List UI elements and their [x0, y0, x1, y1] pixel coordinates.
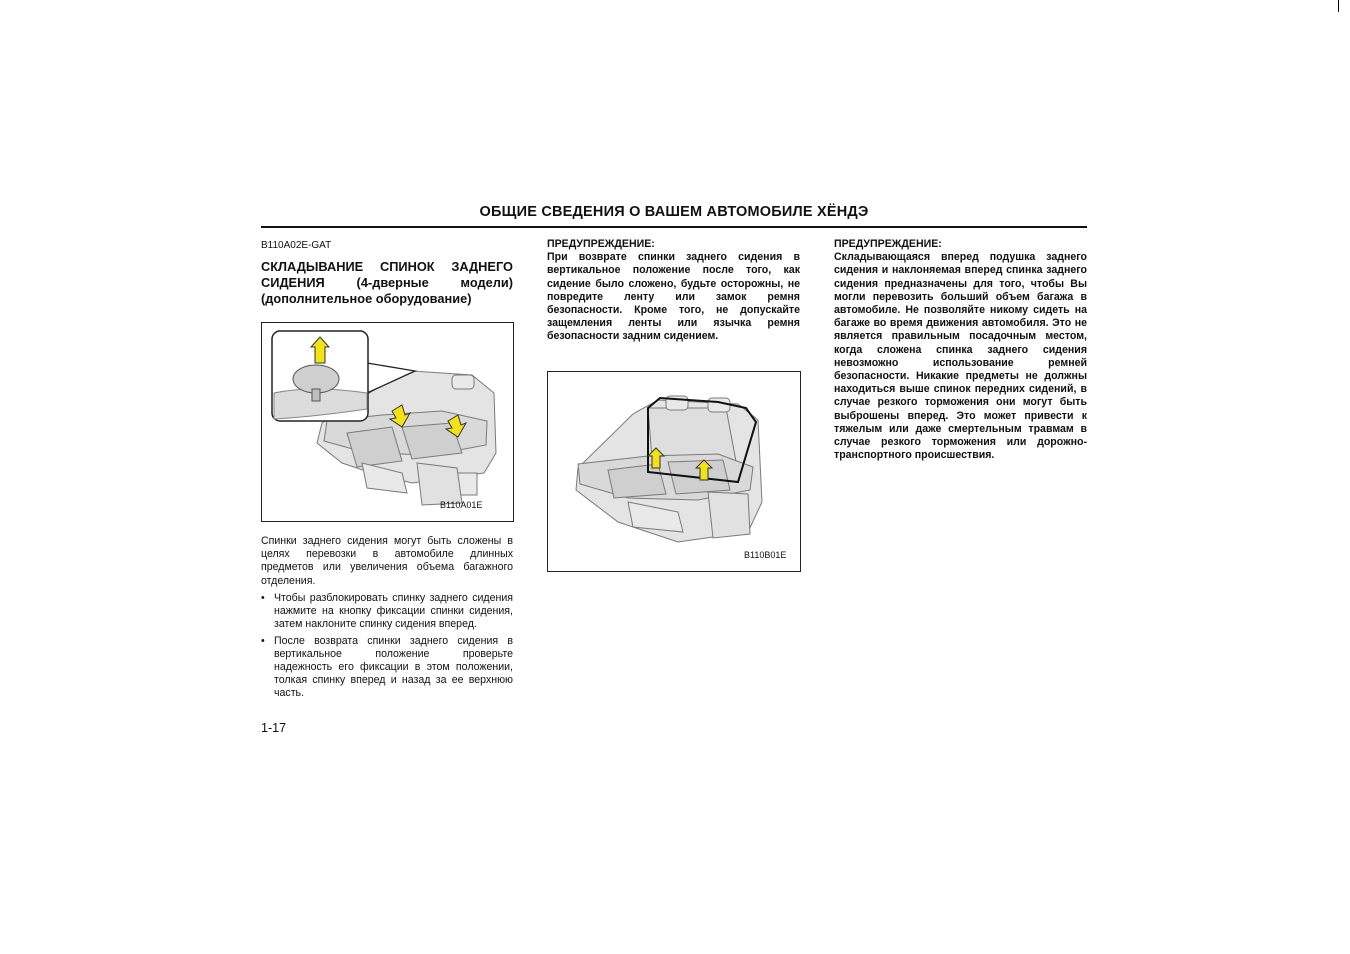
- section-title: СКЛАДЫВАНИЕ СПИНОК ЗАДНЕГО СИДЕНИЯ (4-дверные модели) (дополнительное оборудование): [261, 259, 513, 306]
- warning-text: Складывающаяся вперед подушка заднего сидения и наклоняемая вперед спинка заднего сидения предназначены для того, чтобы Вы могли перевозить больший объем багажа в автомобиле. Не позволяйте никому сидеть на багаже во время движения автомобиля. Это не является правильным посадочным местом, когда сложена спинка заднего сидения невозможно использование ремней безопасности. Никакие предметы не должны находиться выше спинок передних сидений, в случае резкого торможения они могут быть выброшены вперед. Это может привести к тяжелым или даже смертельным травмам в случае резкого торможения или дорожно-транспортного происшествия.: [834, 251, 1087, 462]
- list-item: • После возврата спинки заднего сидения в вертикальное положение проверьте надежность его фиксации в этом положении, толкая спинку вперед и назад за ее верхнюю часть.: [261, 635, 513, 701]
- figure-seat-release-button: [261, 322, 514, 522]
- seat-fold-illustration: [262, 323, 513, 521]
- figure-label: B110B01E: [744, 550, 787, 560]
- warning-title: ПРЕДУПРЕЖДЕНИЕ:: [834, 238, 942, 250]
- list-item: • Чтобы разблокировать спинку заднего сидения нажмите на кнопку фиксации спинки сидения, затем наклоните спинку сидения вперед.: [261, 592, 513, 632]
- instruction-list: [261, 592, 513, 704]
- seat-return-illustration: [548, 372, 800, 571]
- warning-title: ПРЕДУПРЕЖДЕНИЕ:: [547, 238, 655, 250]
- body-paragraph: Спинки заднего сидения могут быть сложены в целях перевозки в автомобиле длинных предметов или увеличения объема багажного отделения.: [261, 535, 513, 587]
- warning-text: При возврате спинки заднего сидения в вертикальное положение после того, как сидение было сложено, будьте осторожны, не повредите ленту или замок ремня безопасности. Кроме того, не допускайте защемления ленты или язычка ремня безопасности задним сидением.: [547, 251, 800, 343]
- header-rule: [261, 226, 1087, 228]
- warning-block-right: [834, 238, 1087, 462]
- page-corner-mark: [1338, 0, 1339, 12]
- section-code: B110A02E-GAT: [261, 240, 332, 251]
- page-header-title: ОБЩИЕ СВЕДЕНИЯ О ВАШЕМ АВТОМОБИЛЕ ХЁНДЭ: [479, 204, 869, 220]
- page-number: 1-17: [261, 721, 287, 735]
- figure-seat-return: [547, 371, 801, 572]
- warning-block-middle: [547, 238, 800, 344]
- figure-label: B110A01E: [440, 500, 483, 510]
